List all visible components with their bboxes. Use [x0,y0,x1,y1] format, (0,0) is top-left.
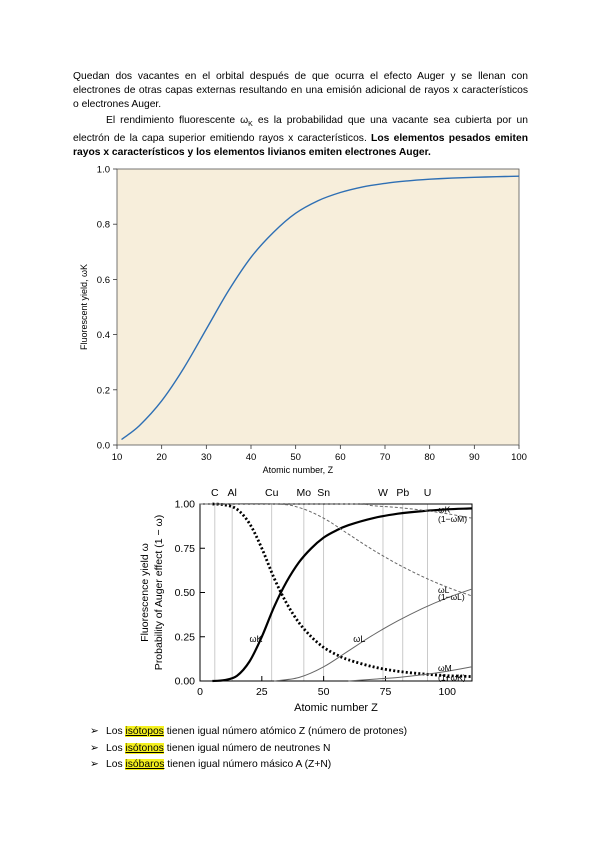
chart2-series-line [212,504,472,677]
chart2-y-tick-label: 0.00 [174,675,195,688]
chart2-x-tick-label: 50 [317,686,330,698]
list-item [90,724,407,741]
chart1-x-tick-label: 30 [201,452,212,463]
chart1-y-tick-label: 0.0 [96,440,110,452]
arrow-bullet-icon: ➢ [90,759,99,770]
highlight-term: isóbaros [125,759,165,770]
chart1-x-tick-label: 100 [511,452,527,463]
chart1-x-tick-label: 70 [379,452,391,463]
chart2-element-label: Al [227,487,237,499]
bullet-text-post: tienen igual número atómico Z (número de protones) [163,726,408,737]
chart2-series-label: (1−ωL) [438,592,465,603]
fluorescent-yield-chart [0,160,600,480]
chart2-y-tick-label: 0.25 [174,631,195,644]
definitions-list [90,724,407,774]
list-item [90,741,407,758]
chart1-y-tick-label: 0.6 [96,274,110,286]
arrow-bullet-icon: ➢ [90,742,99,754]
chart2-x-tick-label: 100 [438,686,457,698]
chart2-y-tick-label: 0.50 [174,587,195,599]
chart1-y-axis-label: Fluorescent yield, ωK [79,263,89,351]
chart2-element-label: C [211,487,219,499]
chart2-y-tick-label: 1.00 [174,498,195,511]
p2-bold-text: Los elementos pesados emiten rayos x característicos y los elementos livianos emiten electrones Auger. [73,133,528,159]
chart2-x-tick-label: 75 [379,686,392,698]
omega-subscript: K [248,121,253,129]
chart1-x-tick-label: 40 [245,452,257,463]
chart1-y-tick-label: 0.2 [96,385,110,397]
chart2-y-axis-label-1: Fluorescence yield ω [139,543,151,642]
highlight-term: isótopos [125,726,164,737]
chart1-y-tick-label: 0.4 [96,330,110,342]
list-item [90,757,407,774]
chart2-element-label: Pb [396,487,410,499]
chart2-series-label: ωM [438,662,452,673]
chart1-x-tick-label: 90 [469,452,480,463]
chart1-x-tick-label: 50 [290,452,301,463]
chart1-x-tick-label: 10 [111,452,123,463]
chart2-series-label: ωL [438,584,450,595]
chart1-x-tick-label: 80 [424,452,435,463]
chart2-annotation: ωL [353,634,366,645]
chart2-element-label: U [423,487,432,499]
omega-symbol: ω [240,115,249,126]
chart1-y-tick-label: 0.8 [96,219,110,231]
highlight-term: isótonos [125,742,164,754]
chart2-element-label: Sn [317,487,331,499]
bullet-text-pre: Los [106,759,126,770]
chart2-element-label: Cu [264,487,279,499]
chart2-element-label: Mo [296,487,312,499]
chart2-x-tick-label: 0 [197,686,203,698]
paragraph-auger: Quedan dos vacantes en el orbital después de que ocurra el efecto Auger y se llenan con electrones de otras capas externas resultando en una emisión adicional de rayos x característicos o electrones Auger. [73,71,528,111]
chart2-series-label: (1−ωK) [438,672,466,683]
paragraph-fluorescent-yield [73,114,528,161]
bullet-text-pre: Los [106,726,126,737]
chart1-x-axis-label: Atomic number, Z [262,465,334,475]
arrow-bullet-icon: ➢ [90,726,99,737]
bullet-text-pre: Los [106,742,126,754]
p2-text-b: es la probabilidad que una vacante sea cubierta por un electrón de la capa superior emitiendo rayos x característicos. [73,115,528,145]
bullet-text-post: tienen igual número de neutrones N [163,742,331,754]
chart2-series-label: ωK [438,504,451,515]
p2-text-a: El rendimiento fluorescente [106,115,241,126]
chart2-series-label: (1−ωM) [438,514,468,525]
chart1-x-tick-label: 20 [156,452,167,463]
chart2-y-axis-label-2: Probability of Auger effect (1 − ω) [153,514,165,671]
chart1-y-tick-label: 1.0 [96,164,110,176]
chart2-x-axis-label: Atomic number Z [294,702,378,714]
chart2-series-line [200,504,472,596]
chart2-y-tick-label: 0.75 [174,542,195,555]
chart2-annotation: ωK [249,634,263,645]
chart1-x-tick-label: 60 [335,452,346,463]
chart2-x-tick-label: 25 [255,686,268,698]
bullet-text-post: tienen igual número másico A (Z+N) [164,759,332,770]
fluorescence-auger-chart [0,480,600,720]
chart2-element-label: W [378,487,388,499]
chart1-plot-area [117,169,519,445]
